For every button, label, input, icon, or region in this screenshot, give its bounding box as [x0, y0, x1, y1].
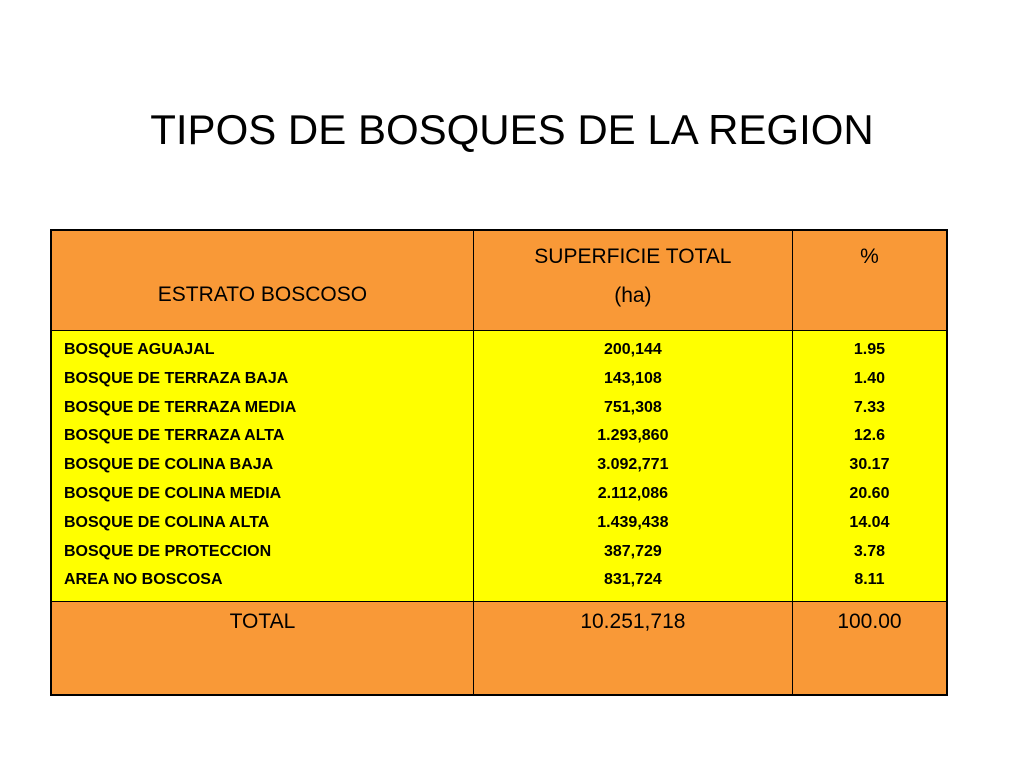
header-area-line2: (ha) [614, 284, 652, 307]
percent-column [792, 331, 947, 602]
table-body-row [51, 331, 947, 602]
row-area: 831,724 [603, 571, 662, 589]
table-header-row [51, 230, 947, 331]
row-stratum: AREA NO BOSCOSA [64, 571, 223, 589]
row-percent: 14.04 [849, 513, 890, 531]
row-percent: 1.95 [853, 341, 886, 358]
row-area: 387,729 [603, 542, 662, 560]
header-stratum-label: ESTRATO BOSCOSO [157, 283, 368, 306]
header-area-line1: SUPERFICIE TOTAL [534, 245, 732, 268]
row-area: 143,108 [603, 369, 662, 387]
stratum-column [51, 331, 473, 602]
row-percent: 7.33 [853, 398, 886, 416]
row-area: 200,144 [603, 341, 662, 358]
row-area: 2.112,086 [597, 484, 669, 502]
row-stratum: BOSQUE AGUAJAL [64, 341, 215, 358]
row-stratum: BOSQUE DE COLINA ALTA [64, 513, 270, 531]
total-label: TOTAL [229, 610, 296, 633]
row-percent: 12.6 [853, 427, 886, 445]
row-area: 1.439,438 [597, 513, 669, 531]
row-stratum: BOSQUE DE TERRAZA BAJA [64, 369, 289, 387]
total-percent: 100.00 [837, 610, 902, 633]
header-area [473, 230, 792, 331]
header-percent [792, 230, 947, 331]
row-percent: 1.40 [853, 369, 886, 387]
row-stratum: BOSQUE DE COLINA MEDIA [64, 484, 282, 502]
total-label-cell [51, 602, 473, 696]
row-stratum: BOSQUE DE TERRAZA ALTA [64, 427, 285, 445]
total-area: 10.251,718 [580, 610, 686, 633]
row-stratum: BOSQUE DE PROTECCION [64, 542, 272, 560]
row-area: 1.293,860 [597, 427, 669, 445]
slide-title: TIPOS DE BOSQUES DE LA REGION [150, 106, 874, 153]
row-area: 3.092,771 [597, 456, 669, 474]
row-stratum: BOSQUE DE COLINA BAJA [64, 456, 274, 474]
header-stratum [51, 230, 473, 331]
row-percent: 20.60 [849, 484, 890, 502]
total-percent-cell [792, 602, 947, 696]
row-percent: 8.11 [854, 571, 885, 589]
header-percent-label: % [860, 245, 879, 268]
total-area-cell [473, 602, 792, 696]
forest-types-table [50, 229, 948, 696]
table-total-row [51, 602, 947, 696]
row-area: 751,308 [603, 398, 662, 416]
area-column [473, 331, 792, 602]
row-percent: 3.78 [853, 542, 886, 560]
row-stratum: BOSQUE DE TERRAZA MEDIA [64, 398, 297, 416]
row-percent: 30.17 [849, 456, 890, 474]
